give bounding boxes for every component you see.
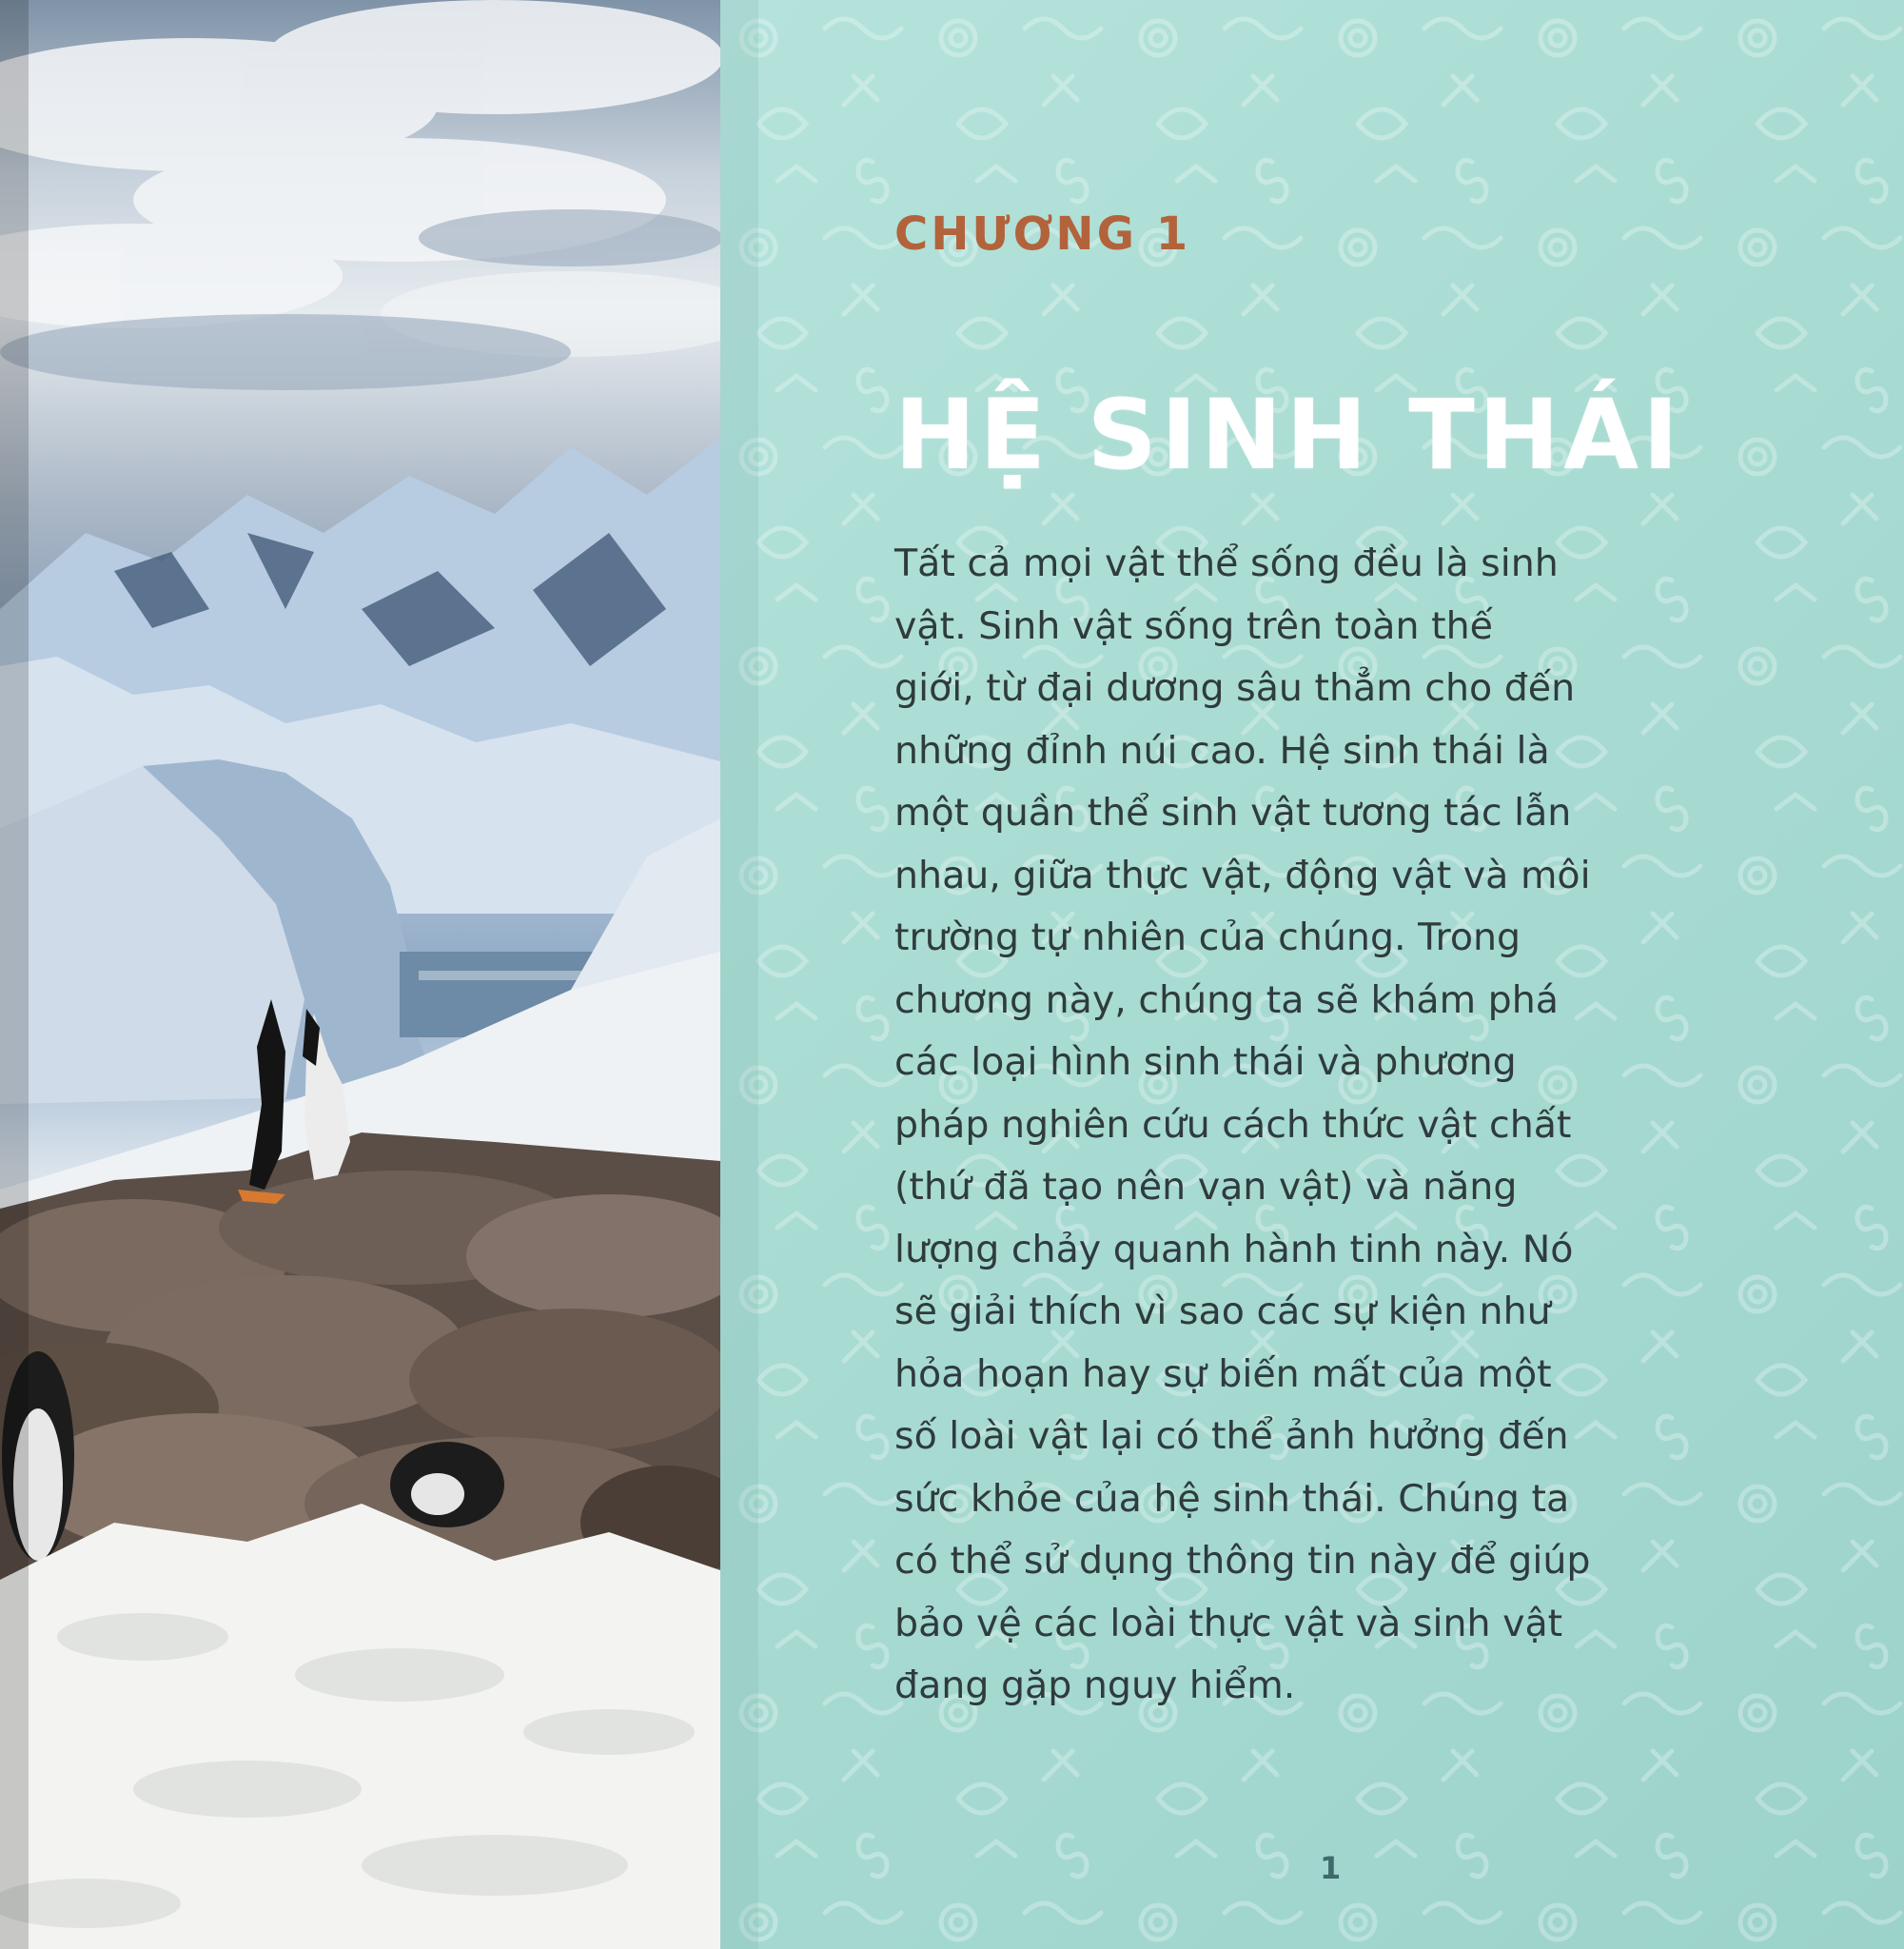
penguin-landscape-photo <box>0 0 720 1949</box>
chapter-page <box>720 0 1904 1949</box>
chapter-intro-text: Tất cả mọi vật thể sống đều là sinh vật. Sinh vật sống trên toàn thế giới, từ đại dương sâu thẳm cho đến những đỉnh núi cao. Hệ sinh thái là một quần thể sinh vật tương tác lẫn nhau, giữa thực vật, động vật và môi trường tự nhiên của chúng. Trong chương này, chúng ta sẽ khám phá các loại hình sinh thái và phương pháp nghiên cứu cách thức vật chất (thứ đã tạo nên vạn vật) và năng lượng chảy quanh hành tinh này. Nó sẽ giải thích vì sao các sự kiện như hỏa hoạn hay sự biến mất của một số loài vật lại có thể ảnh hưởng đến sức khỏe của hệ sinh thái. Chúng ta có thể sử dụng thông tin này để giúp bảo vệ các loài thực vật và sinh vật đang gặp nguy hiểm. <box>894 541 1591 1707</box>
chapter-title: HỆ SINH THÁI <box>894 379 1683 492</box>
chapter-label: CHƯƠNG 1 <box>894 207 1191 261</box>
clouds <box>0 0 720 357</box>
page-number: 1 <box>1320 1850 1342 1886</box>
photo-illustration <box>0 0 720 1949</box>
